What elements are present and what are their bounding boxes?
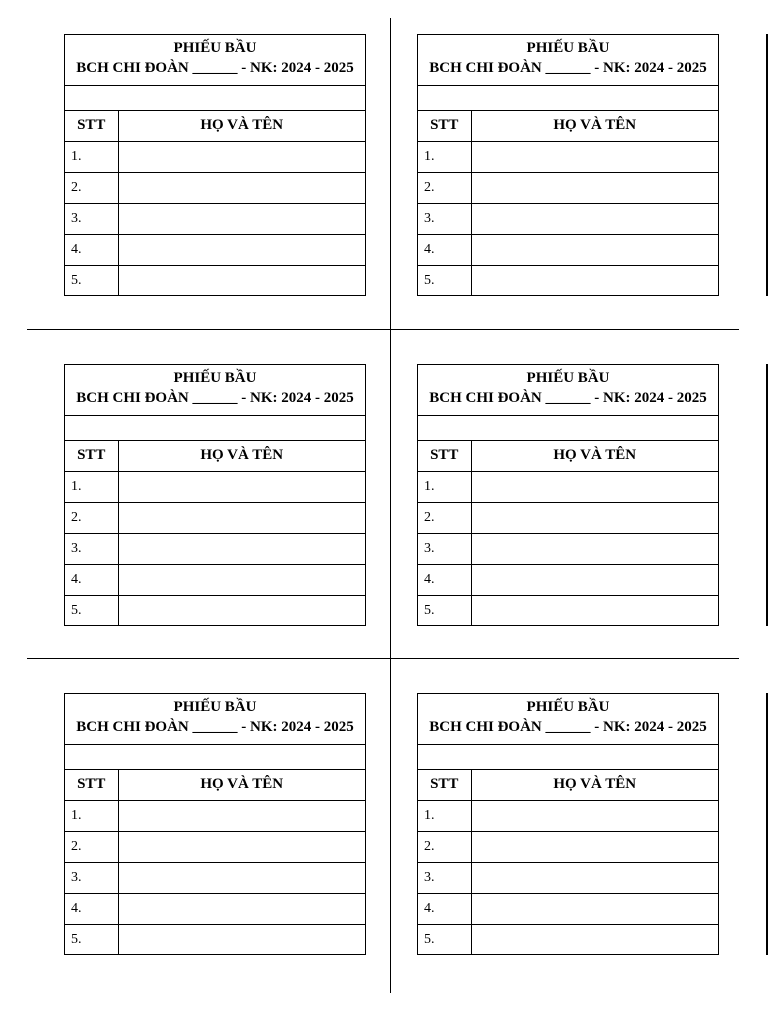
table-row [65, 471, 365, 502]
vertical-cut-line [390, 18, 391, 993]
row-number: 2. [65, 502, 118, 533]
table-row [418, 800, 718, 831]
name-cell[interactable] [118, 893, 365, 924]
blank-row [418, 745, 718, 770]
row-number: 4. [418, 893, 471, 924]
table-row [418, 862, 718, 893]
ballot-header [65, 694, 365, 745]
column-header-name: HỌ VÀ TÊN [118, 441, 365, 471]
table-row [65, 862, 365, 893]
name-cell[interactable] [118, 234, 365, 265]
row-number: 1. [418, 800, 471, 831]
column-header-name: HỌ VÀ TÊN [471, 441, 718, 471]
name-cell[interactable] [471, 265, 718, 296]
table-row [65, 234, 365, 265]
column-header-stt: STT [65, 770, 118, 800]
row-number: 4. [65, 234, 118, 265]
row-number: 4. [65, 564, 118, 595]
column-header-stt: STT [65, 111, 118, 141]
row-number: 2. [65, 172, 118, 203]
table-row [65, 502, 365, 533]
blank-row [65, 86, 365, 111]
table-row [418, 831, 718, 862]
row-number: 4. [65, 893, 118, 924]
ballot-card [64, 34, 366, 296]
name-cell[interactable] [118, 533, 365, 564]
row-number: 2. [418, 502, 471, 533]
blank-row [418, 86, 718, 111]
row-number: 3. [65, 862, 118, 893]
row-number: 1. [65, 141, 118, 172]
candidate-table [418, 441, 718, 626]
ballot-card [64, 693, 366, 955]
table-row [65, 172, 365, 203]
table-header-row [65, 441, 365, 471]
candidate-table [65, 441, 365, 626]
ballot-header [65, 365, 365, 416]
row-number: 1. [65, 800, 118, 831]
row-number: 5. [65, 924, 118, 955]
candidate-table [418, 111, 718, 296]
row-number: 5. [418, 265, 471, 296]
name-cell[interactable] [118, 141, 365, 172]
row-number: 2. [418, 172, 471, 203]
table-row [418, 265, 718, 296]
ballot-card [417, 364, 719, 626]
row-number: 1. [65, 471, 118, 502]
name-cell[interactable] [471, 172, 718, 203]
row-number: 1. [418, 471, 471, 502]
name-cell[interactable] [118, 502, 365, 533]
name-cell[interactable] [118, 862, 365, 893]
table-row [65, 800, 365, 831]
ballot-title: PHIẾU BẦU [173, 40, 257, 56]
table-row [418, 502, 718, 533]
ballot-title: PHIẾU BẦU [526, 40, 610, 56]
name-cell[interactable] [118, 564, 365, 595]
table-row [418, 234, 718, 265]
name-cell[interactable] [118, 265, 365, 296]
ballot-title: PHIẾU BẦU [173, 699, 257, 715]
table-row [418, 471, 718, 502]
table-header-row [418, 770, 718, 800]
name-cell[interactable] [118, 172, 365, 203]
blank-row [65, 745, 365, 770]
ballot-header [418, 365, 718, 416]
ballot-subtitle: BCH CHI ĐOÀN ______ - NK: 2024 - 2025 [429, 390, 707, 406]
table-row [65, 595, 365, 626]
table-row [65, 203, 365, 234]
row-number: 4. [418, 564, 471, 595]
name-cell[interactable] [471, 234, 718, 265]
table-row [65, 141, 365, 172]
table-row [418, 893, 718, 924]
row-number: 5. [65, 595, 118, 626]
blank-row [65, 416, 365, 441]
column-header-stt: STT [65, 441, 118, 471]
table-row [418, 203, 718, 234]
blank-row [418, 416, 718, 441]
row-number: 1. [418, 141, 471, 172]
candidate-table [65, 111, 365, 296]
column-header-name: HỌ VÀ TÊN [118, 111, 365, 141]
row-number: 2. [418, 831, 471, 862]
name-cell[interactable] [118, 203, 365, 234]
name-cell[interactable] [471, 203, 718, 234]
ballot-title: PHIẾU BẦU [526, 370, 610, 386]
row-number: 3. [65, 533, 118, 564]
horizontal-cut-line [27, 658, 739, 659]
name-cell[interactable] [471, 564, 718, 595]
name-cell[interactable] [471, 924, 718, 955]
table-row [418, 141, 718, 172]
row-number: 3. [65, 203, 118, 234]
table-row [418, 533, 718, 564]
ballot-subtitle: BCH CHI ĐOÀN ______ - NK: 2024 - 2025 [76, 60, 354, 76]
name-cell[interactable] [471, 800, 718, 831]
name-cell[interactable] [471, 502, 718, 533]
table-header-row [65, 770, 365, 800]
ballot-subtitle: BCH CHI ĐOÀN ______ - NK: 2024 - 2025 [429, 60, 707, 76]
column-header-name: HỌ VÀ TÊN [118, 770, 365, 800]
table-row [65, 265, 365, 296]
horizontal-cut-line [27, 329, 739, 330]
table-row [418, 564, 718, 595]
row-number: 5. [65, 265, 118, 296]
candidate-table [65, 770, 365, 955]
ballot-title: PHIẾU BẦU [173, 370, 257, 386]
row-number: 3. [418, 533, 471, 564]
ballot-subtitle: BCH CHI ĐOÀN ______ - NK: 2024 - 2025 [429, 719, 707, 735]
table-header-row [418, 441, 718, 471]
name-cell[interactable] [471, 831, 718, 862]
name-cell[interactable] [118, 595, 365, 626]
name-cell[interactable] [471, 862, 718, 893]
name-cell[interactable] [471, 893, 718, 924]
column-header-name: HỌ VÀ TÊN [471, 111, 718, 141]
row-number: 3. [418, 862, 471, 893]
ballot-header [65, 35, 365, 86]
name-cell[interactable] [118, 924, 365, 955]
column-header-stt: STT [418, 111, 471, 141]
ballot-subtitle: BCH CHI ĐOÀN ______ - NK: 2024 - 2025 [76, 390, 354, 406]
name-cell[interactable] [471, 533, 718, 564]
table-row [65, 533, 365, 564]
ballot-card [417, 693, 719, 955]
row-number: 4. [418, 234, 471, 265]
name-cell[interactable] [471, 595, 718, 626]
name-cell[interactable] [471, 141, 718, 172]
column-header-stt: STT [418, 770, 471, 800]
row-number: 5. [418, 595, 471, 626]
ballot-card [64, 364, 366, 626]
table-header-row [65, 111, 365, 141]
name-cell[interactable] [118, 831, 365, 862]
table-row [65, 831, 365, 862]
ballot-card [417, 34, 719, 296]
table-row [65, 893, 365, 924]
ballot-title: PHIẾU BẦU [526, 699, 610, 715]
ballot-header [418, 694, 718, 745]
candidate-table [418, 770, 718, 955]
row-number: 2. [65, 831, 118, 862]
row-number: 5. [418, 924, 471, 955]
table-row [418, 924, 718, 955]
table-row [418, 172, 718, 203]
name-cell[interactable] [471, 471, 718, 502]
name-cell[interactable] [118, 800, 365, 831]
column-header-stt: STT [418, 441, 471, 471]
table-header-row [418, 111, 718, 141]
table-row [65, 924, 365, 955]
name-cell[interactable] [118, 471, 365, 502]
table-row [65, 564, 365, 595]
table-row [418, 595, 718, 626]
row-number: 3. [418, 203, 471, 234]
column-header-name: HỌ VÀ TÊN [471, 770, 718, 800]
ballot-header [418, 35, 718, 86]
ballot-subtitle: BCH CHI ĐOÀN ______ - NK: 2024 - 2025 [76, 719, 354, 735]
